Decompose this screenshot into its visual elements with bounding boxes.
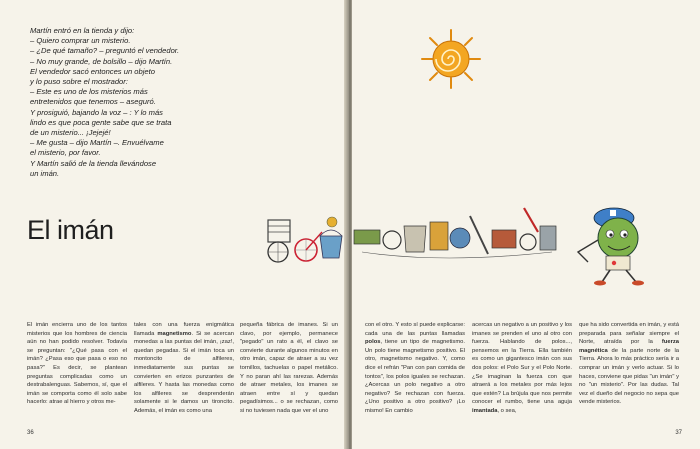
text-column-3: pequeña fábrica de imanes. Si un clavo, por ejemplo, permanece "pegado" un rato a él, el clavo se convierte durante algunos minutos en otro imán, capaz de atraer a su vez tornillos, tachuelas o papel metálico. Y no paran ahí las rarezas. Además de atraer metales, los imanes se atraen entre sí y quedan pegadísimos... o se rechazan, como si no tuviesen nada que ver el uno <box>240 322 338 414</box>
keyword-polos: polos <box>365 339 381 346</box>
sun-illustration <box>420 28 482 90</box>
text-run: , tiene un tipo de magnetismo. Un polo tiene magnetismo positivo. El otro, magnetismo negativo. Y, como dice el refrán "Pan con pan comida de tontos", los polos iguales se rechazan. ¿Acercas un polo negativo a otro negativo? Se rechazan con fuerza. ¿Uno positivo a otro positivo? ¡Lo mismo! En cambio <box>365 339 465 414</box>
text-column-6 <box>579 321 679 407</box>
left-page <box>0 0 348 449</box>
text-run: acercas un negativo a un positivo y los imanes se prenden el uno al otro con fuerza. Hablando de polos..., pensemos en la Tierra. Ella también es como un gigantesco imán con sus dos polos: el Polo Sur y el Polo Norte. ¿Se imaginan la fuerza con que atraerá a los metales por más lejos que estén? La brújula que nos permite conocer el rumbo, tiene una aguja <box>472 322 572 406</box>
bicycle-wheel-icon <box>295 232 322 261</box>
poem-line: entretenidos que tenemos – aseguró. <box>30 97 156 107</box>
poem-line: Martín entró en la tienda y dijo: <box>30 26 135 35</box>
text-run: tales con una fuerza enigmática llamada <box>134 322 234 337</box>
wheelchair-icon <box>268 220 290 262</box>
poem-line: lindo es que poca gente sabe que se trata <box>30 117 172 127</box>
poem-line: – No muy grande, de bolsillo – dijo Martín. <box>30 56 173 66</box>
page-number-right: 37 <box>675 430 682 436</box>
keyword-fuerza-magnetica: fuerza magnética <box>579 339 679 354</box>
poem-line: y lo puso sobre el mostrador: <box>30 77 128 87</box>
text-run: que ha sido convertida en imán, y está preparada para señalar siempre el Norte, atraída por la <box>579 322 679 346</box>
poem-line: – ¿De qué tamaño? – preguntó el vendedor. <box>30 46 180 56</box>
poem-line: el misterio, por favor. <box>30 148 101 158</box>
text-column-1: El imán encierra uno de los tantos misterios que los hombres de ciencia aún no han podido resolver. Todavía se preguntan: "¿Qué pasa con el imán? ¿Pasa eso que pasa o eso no pasa?" Es decir, se plantean preguntas complicadas como un destrabalenguas. Sabemos, sí, que el imán se comporta como él solo sabe hacerlo: atrae al hierro y otros me- <box>27 322 127 406</box>
junk-parade-illustration-right <box>352 196 688 286</box>
text-column-4 <box>365 321 465 416</box>
text-run: . Si se acercan monedas a las puntas del imán, ¡zaz!, quedan pegadas. Si el imán toca un montoncito de alfileres, inmediatamente sus puntas se convierten en erizos punzantes de alfileres. Y hasta las monedas como los alfileres se desprenderán solamente si le damos un tironcito. Además, el imán es como una <box>134 330 234 414</box>
poem-line: – Quiero comprar un misterio. <box>30 36 131 46</box>
poem-line: un imán. <box>30 168 60 178</box>
bucket-icon <box>320 230 342 258</box>
story-poem <box>30 26 330 179</box>
gear-icon <box>327 217 337 227</box>
right-page <box>352 0 700 449</box>
poem-line: – Este es uno de los misterios más <box>30 87 148 97</box>
poem-line: de un misterio... ¡Jejejé! <box>30 128 111 138</box>
keyword-magnetismo: magnetismo <box>157 330 192 337</box>
scrap-pile <box>354 208 556 258</box>
poem-line: Y prosiguió, bajando la voz – : Y lo más <box>30 107 163 117</box>
poem-line: El vendedor sacó entonces un objeto <box>30 66 155 76</box>
text-run: con el otro. Y esto sí puede explicarse: cada una de las puntas llamadas <box>365 322 465 337</box>
page-number-left: 36 <box>27 430 34 436</box>
text-column-5 <box>472 321 572 416</box>
junk-parade-illustration-left <box>262 196 348 276</box>
text-run: de la parte norte de la Tierra. Ahora lo más práctico sería ir a comprar un imán y verlo actuar. Si lo haces, conviene que pidas "un imán" y no "un misterio". Por las dudas. Tal vez el dueño del negocio no sepa que vende misterios. <box>579 347 679 406</box>
poem-line: – Me gusta – dijo Martín –. Envuélvame <box>30 138 164 148</box>
text-run: , o sea, <box>497 407 517 414</box>
page-title: El imán <box>27 215 114 245</box>
poem-line: Y Martín salió de la tienda llevándose <box>30 158 157 168</box>
text-column-2 <box>134 321 234 416</box>
keyword-imantada: imantada <box>472 407 498 414</box>
magnet-character <box>578 208 644 286</box>
